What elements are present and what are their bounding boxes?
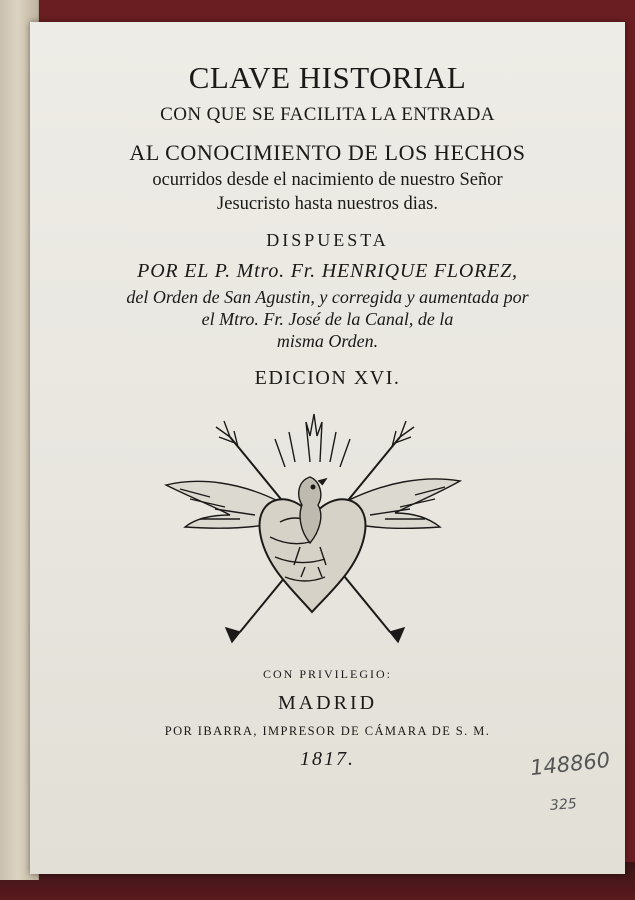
order-line-1: del Orden de San Agustin, y corregida y aumentada por [126,287,529,307]
handwritten-code: 325 [549,796,578,814]
subtitle-line-1: CON QUE SE FACILITA LA ENTRADA [160,104,495,125]
dispuesta-label: DISPUESTA [266,230,389,250]
subtitle-line-4: Jesucristo hasta nuestros dias. [217,194,438,214]
handwritten-number: 148860 [528,747,612,781]
title-page [30,22,625,874]
author-line: POR EL P. Mtro. Fr. HENRIQUE FLOREZ, [137,260,518,282]
subtitle-line-3: ocurridos desde el nacimiento de nuestro Señor [152,170,503,190]
year-label: 1817. [300,748,355,770]
printer-line: POR IBARRA, IMPRESOR DE CÁMARA DE S. M. [164,724,491,738]
privilege-label: CON PRIVILEGIO: [263,667,392,681]
edition-label: EDICION XVI. [254,367,401,389]
pierced-heart-eagle-emblem-icon [160,407,465,647]
order-line-2: el Mtro. Fr. José de la Canal, de la [201,309,454,329]
city-label: MADRID [277,692,378,714]
book-title: CLAVE HISTORIAL [188,60,467,95]
subtitle-line-2: AL CONOCIMIENTO DE LOS HECHOS [129,140,526,165]
order-line-3: misma Orden. [276,331,379,351]
